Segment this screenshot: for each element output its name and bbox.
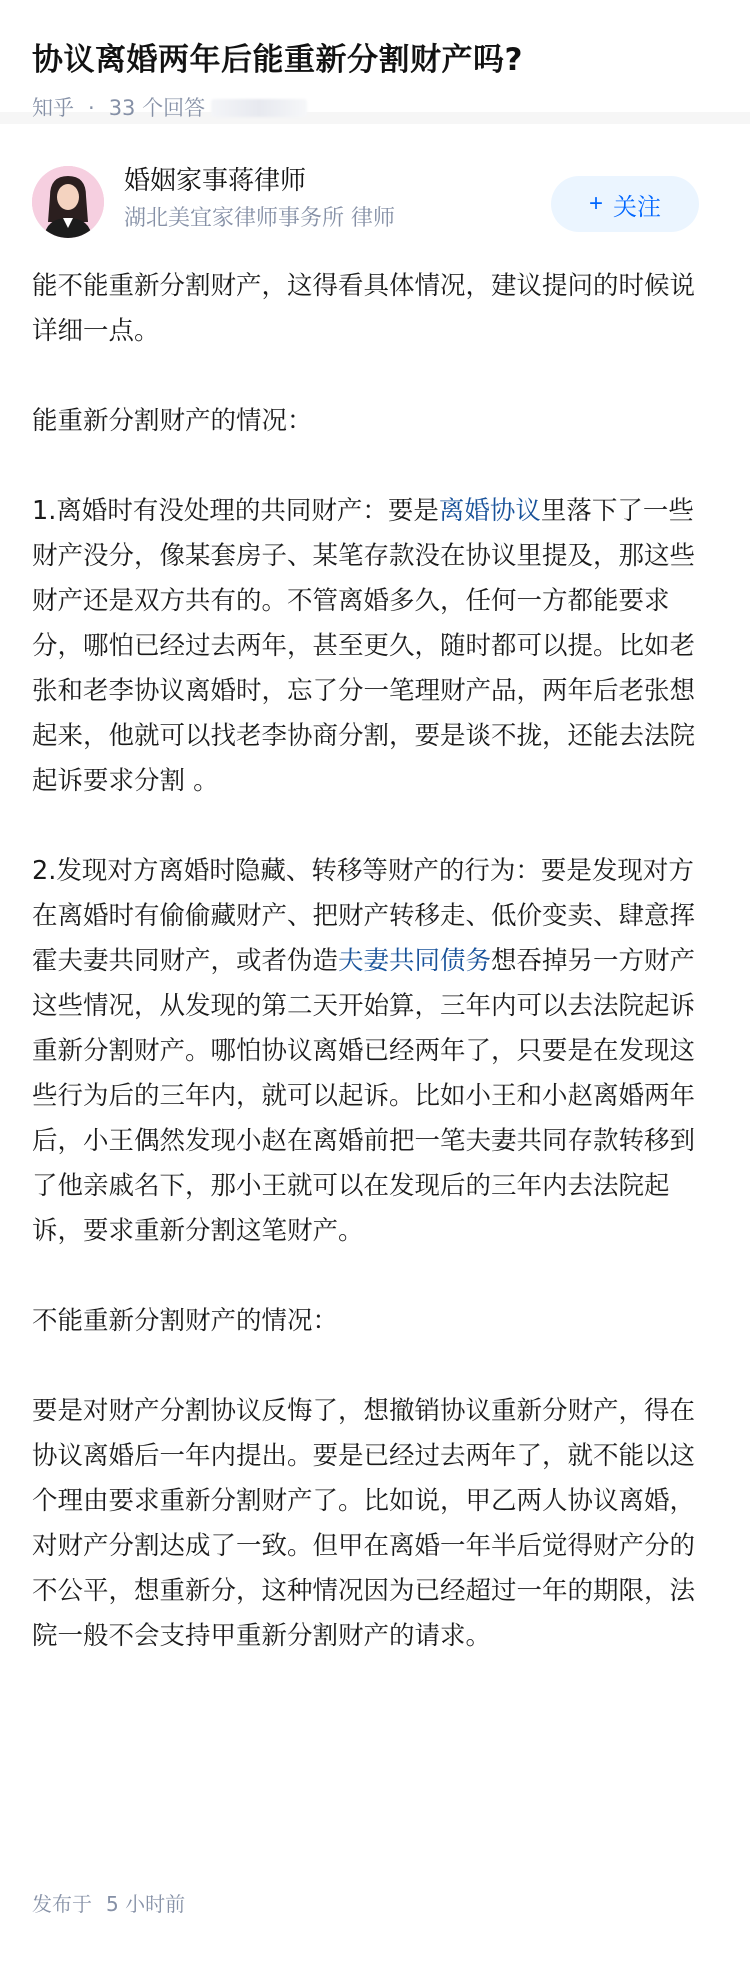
follow-label: 关注 <box>613 193 661 221</box>
answer-paragraph <box>32 489 718 804</box>
published-time: 5 小时前 <box>106 1892 186 1916</box>
meta-separator: · <box>88 96 95 120</box>
answer-paragraph: 能重新分割财产的情况： <box>32 406 313 436</box>
publish-info <box>32 1890 185 1918</box>
answer-paragraph: 要是对财产分割协议反悔了，想撤销协议重新分财产，得在协议离婚后一年内提出。要是已经过去两年了，就不能以这个理由要求重新分割财产了。比如说，甲乙两人协议离婚，对财产分割达成了一致。但甲在离婚一年半后觉得财产分的不公平，想重新分，这种情况因为已经超过一年的期限，法院一般不会支持甲重新分割财产的请求。 <box>32 1396 696 1651</box>
text-segment: 想吞掉另一方财产这些情况，从发现的第二天开始算，三年内可以去法院起诉重新分割财产。哪怕协议离婚已经两年了，只要是在发现这些行为后的三年内，就可以起诉。比如小王和小赵离婚两年后，小王偶然发现小赵在离婚前把一笔夫妻共同存款转移到了他亲戚名下，那小王就可以在发现后的三年内去法院起诉，要求重新分割这笔财产。 <box>32 946 696 1246</box>
question-meta <box>32 94 718 122</box>
question-header <box>0 0 750 124</box>
blurred-region <box>211 99 307 117</box>
follow-button[interactable] <box>551 176 699 232</box>
link-joint-debt[interactable]: 夫妻共同债务 <box>338 946 492 976</box>
answer-content <box>0 244 750 1659</box>
answer-paragraph: 能不能重新分割财产，这得看具体情况，建议提问的时候说详细一点。 <box>32 271 696 346</box>
answer-paragraph <box>32 849 718 1254</box>
author-description: 湖北美宜家律师事务所 律师 <box>124 206 395 231</box>
link-divorce-agreement[interactable]: 离婚协议 <box>438 496 541 526</box>
plus-icon: + <box>588 190 603 217</box>
answer-count[interactable]: 33 个回答 <box>108 96 206 120</box>
source-label[interactable]: 知乎 <box>32 96 74 120</box>
text-segment: 2.发现对方离婚时隐藏、转移等财产的行为：要是发现对方在离婚时有偷偷藏财产、把财产转移走、低价变卖、肆意挥霍夫妻共同财产，或者伪造 <box>32 856 696 976</box>
avatar[interactable] <box>32 166 104 238</box>
answer-paragraph: 不能重新分割财产的情况： <box>32 1306 339 1336</box>
text-segment: 里落下了一些财产没分，像某套房子、某笔存款没在协议里提及，那这些财产还是双方共有的。不管离婚多久，任何一方都能要求分，哪怕已经过去两年，甚至更久，随时都可以提。比如老张和老李协议离婚时，忘了分一笔理财产品，两年后老张想起来，他就可以找老李协商分割，要是谈不拢，还能去法院起诉要求分割 。 <box>32 496 696 796</box>
author-card <box>0 124 750 244</box>
text-segment: 1.离婚时有没处理的共同财产：要是 <box>32 496 439 526</box>
published-label: 发布于 <box>32 1892 92 1916</box>
author-name[interactable]: 婚姻家事蒋律师 <box>124 166 307 196</box>
avatar-image <box>32 166 104 238</box>
question-title[interactable]: 协议离婚两年后能重新分割财产吗? <box>32 42 523 78</box>
